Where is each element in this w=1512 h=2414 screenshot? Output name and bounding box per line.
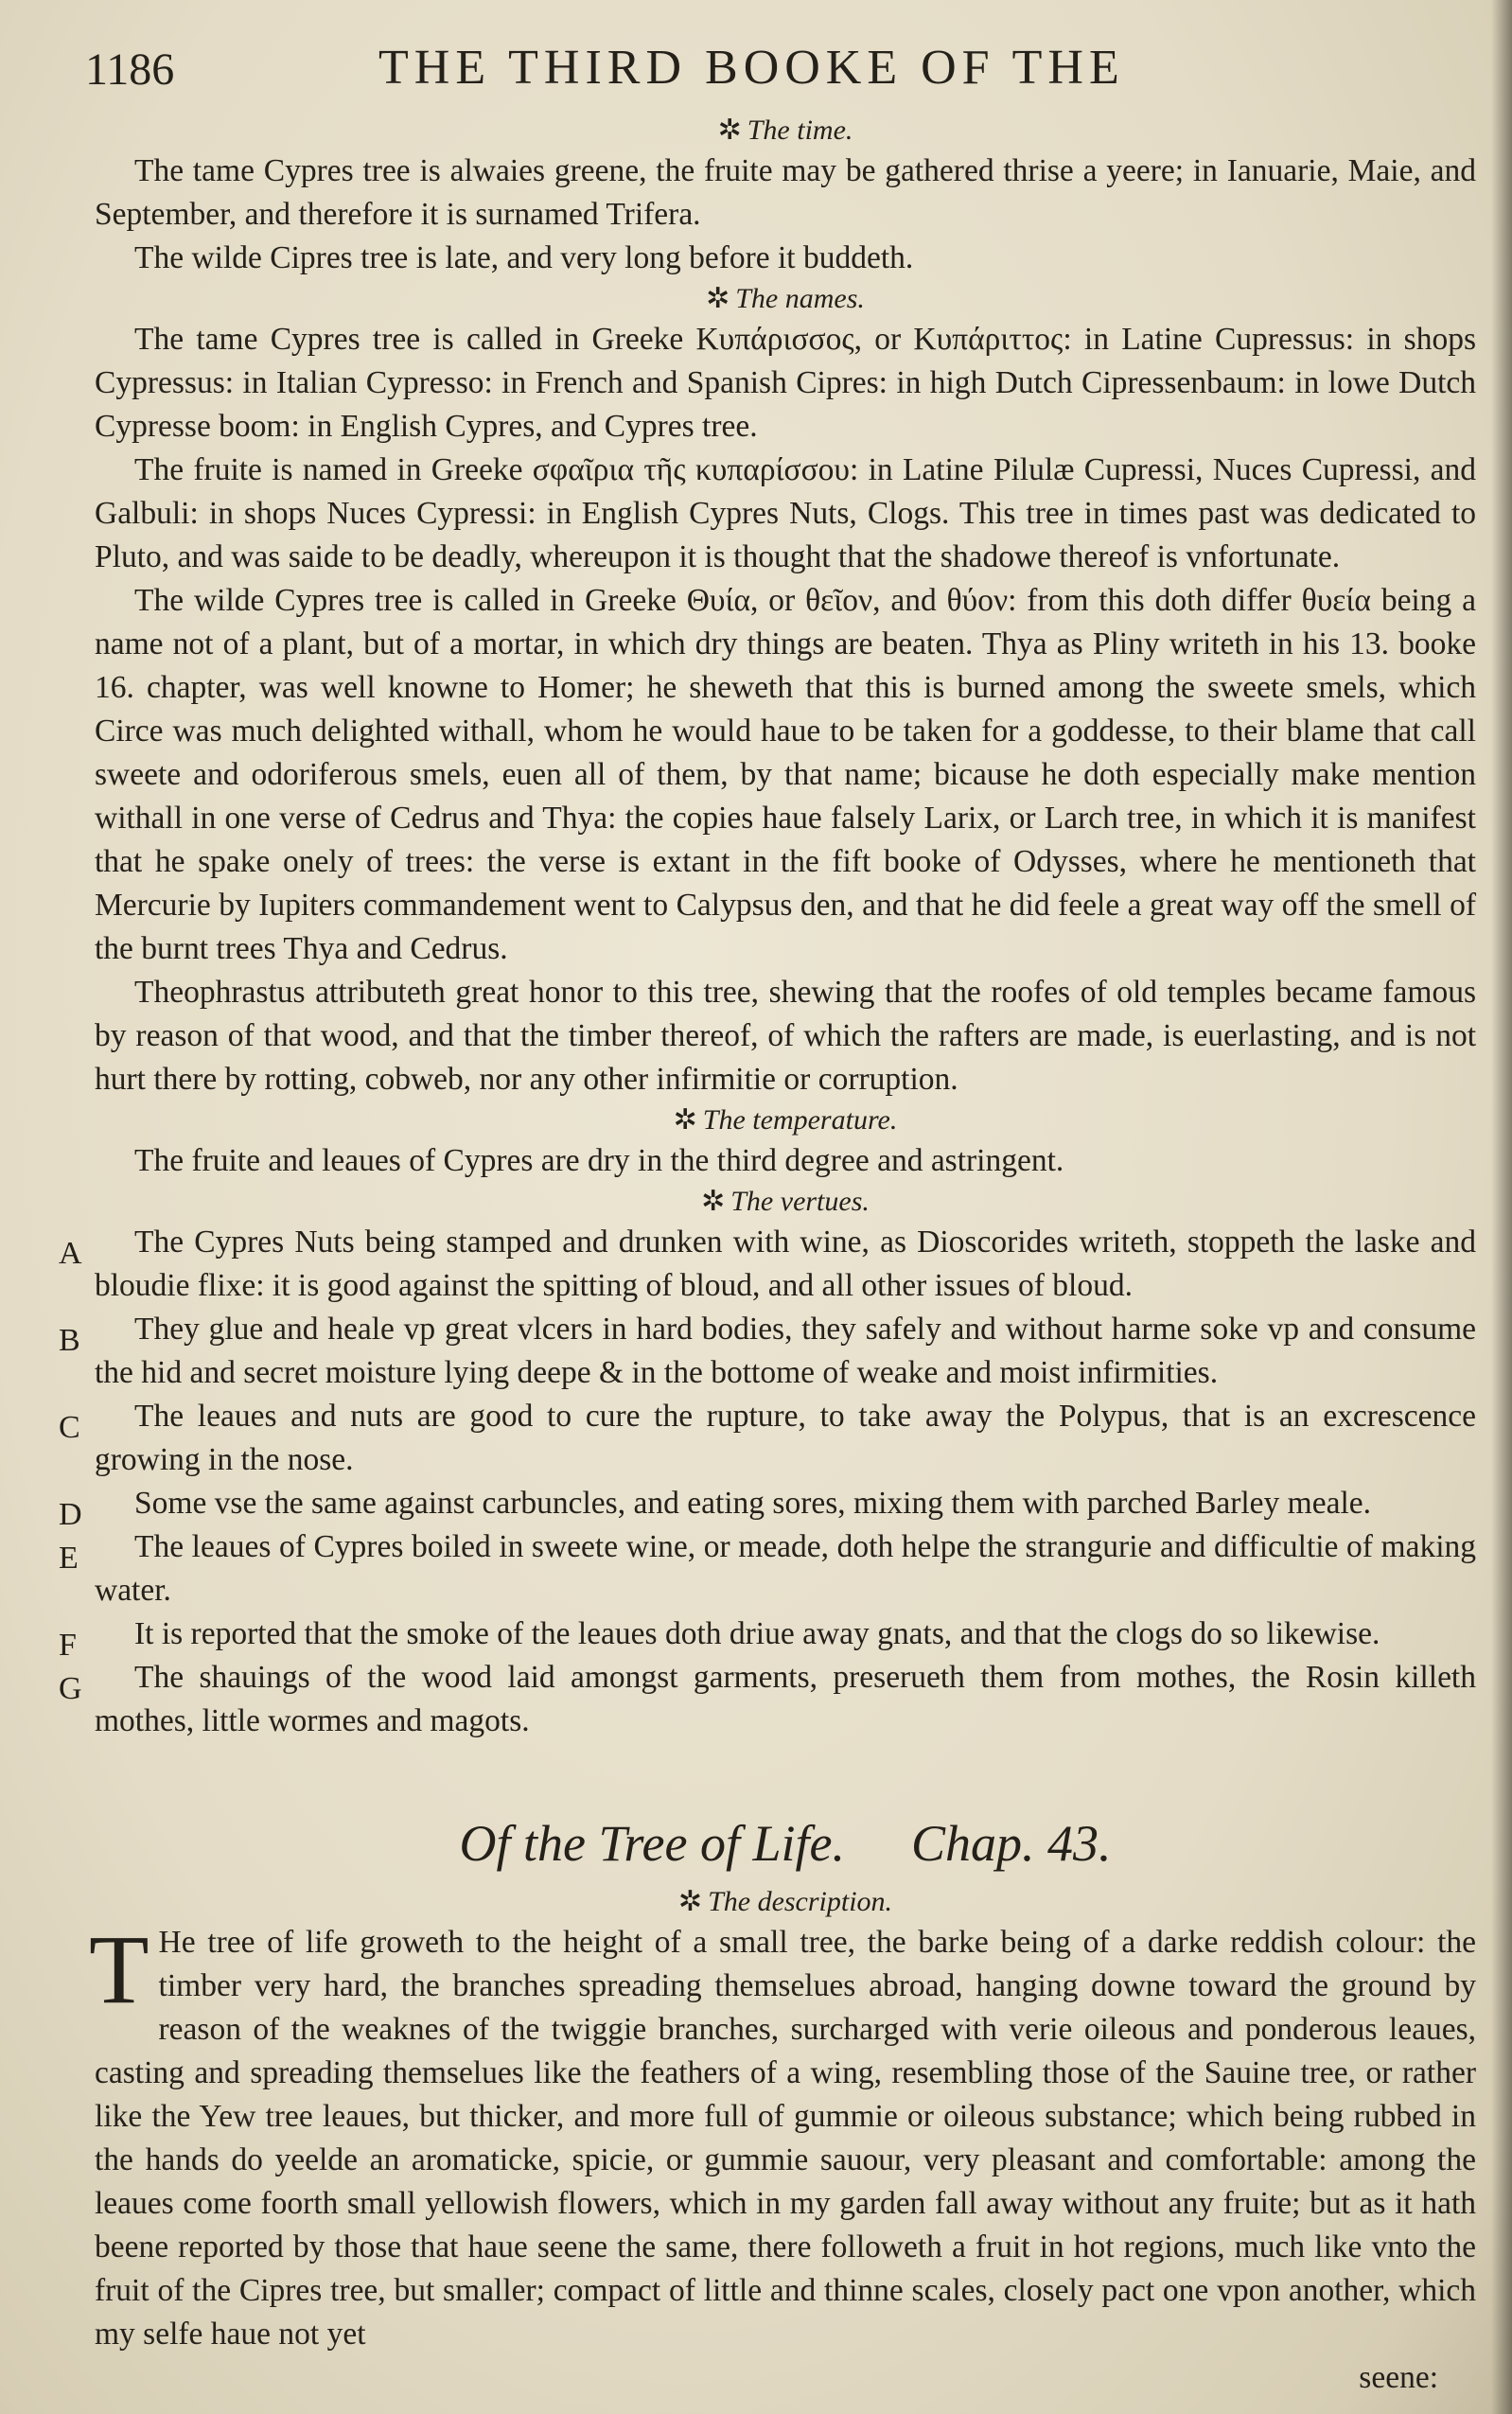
vertue-text: The leaues of Cypres boiled in sweete wine, or meade, doth helpe the strangurie and difficultie of making water. bbox=[95, 1529, 1476, 1608]
margin-letter: D bbox=[59, 1497, 82, 1532]
margin-letter: C bbox=[59, 1410, 80, 1445]
paragraph: The tame Cypres tree is called in Greeke Κυπάρισσος, or Κυπάριττος: in Latine Cupressus: in shops Cypressus: in Italian Cypresso: in French and Spanish Cipres: in high Dutch Cipressenbaum: in lowe Dutch Cypresse boom: in English Cypres, and Cypres tree. bbox=[95, 322, 1476, 444]
description-text: He tree of life groweth to the height of a small tree, the barke being of a darke reddish colour: the timber very hard, the branches spreading themselues abroad, hanging downe toward the ground by reason of the weaknes of the twiggie branches, surcharged with verie oileous and ponderous leaues, casting and spreading themselues like the feathers of a wing, resembling those of the Sauine tree, or rather like the Yew tree leaues, but thicker, and more full of gummie or oileous substance; which being rubbed in the hands do yeelde an aromaticke, spicie, or gummie sauour, very pleasant and comfortable: among the leaues come foorth small yellowish flowers, which in my garden fall away without any fruite; but as it hath beene reported by those that haue seene the same, there followeth a fruit in hot regions, much like vnto the fruit of the Cipres tree, but smaller; compact of little and thinne scales, closely pact one vpon another, which my selfe haue not yet bbox=[95, 1925, 1476, 2352]
vertue-text: Some vse the same against carbuncles, and eating sores, mixing them with parched Barley meale. bbox=[134, 1486, 1372, 1521]
page-header bbox=[0, 36, 1512, 102]
drop-cap: T bbox=[89, 1915, 149, 2024]
margin-letter: B bbox=[59, 1323, 80, 1358]
catchword: seene: bbox=[1359, 2360, 1438, 2395]
running-head: THE THIRD BOOKE OF THE bbox=[378, 41, 1125, 95]
section-heading-vertues: ✲ The vertues. bbox=[701, 1186, 870, 1217]
paragraph: Theophrastus attributeth great honor to this tree, shewing that the roofes of old temples became famous by reason of that wood, and that the timber thereof, of which the rafters are made, is euerlasting, and is not hurt there by rotting, cobweb, nor any other infirmitie or corruption. bbox=[95, 975, 1476, 1097]
vertue-item bbox=[59, 1395, 1476, 1482]
chapter-number: Chap. 43. bbox=[910, 1815, 1112, 1872]
paragraph: The tame Cypres tree is alwaies greene, the fruite may be gathered thrise a yeere; in Ianuarie, Maie, and September, and therefore it is surnamed Trifera. bbox=[95, 153, 1476, 232]
margin-letter: E bbox=[59, 1541, 79, 1576]
asterism-icon: ✲ bbox=[677, 1886, 703, 1917]
vertue-item bbox=[59, 1612, 1476, 1663]
vertue-item bbox=[59, 1308, 1476, 1395]
asterism-icon: ✲ bbox=[717, 115, 742, 146]
paragraph: The wilde Cypres tree is called in Greeke Θυία, or θεῖον, and θύον: from this doth differ θυεία being a name not of a plant, but of a mortar, in which dry things are beaten. Thya as Pliny writeth in his 13. booke 16. chapter, was well knowne to Homer; he sheweth that this is burned among the sweete smels, which Circe was much delighted withall, whom he would haue to be taken for a goddesse, to their blame that call sweete and odoriferous smels, euen all of them, by that name; bicause he doth especially make mention withall in one verse of Cedrus and Thya: the copies haue falsely Larix, or Larch tree, in which it is manifest that he spake onely of trees: the verse is extant in the fift booke of Odysses, where he mentioneth that Mercurie by Iupiters commandement went to Calypsus den, and that he did feele a great way off the smell of the burnt trees Thya and Cedrus. bbox=[95, 583, 1476, 966]
vertue-text: They glue and heale vp great vlcers in hard bodies, they safely and without harme soke vp and consume the hid and secret moisture lying deepe & in the bottome of weake and moist infirmities. bbox=[95, 1312, 1476, 1390]
section-heading-temperature: ✲ The temperature. bbox=[673, 1104, 898, 1136]
body-text bbox=[59, 112, 1476, 2400]
section-heading-description: ✲ The description. bbox=[677, 1886, 893, 1917]
margin-letter: A bbox=[59, 1236, 82, 1271]
margin-letter: F bbox=[59, 1628, 77, 1663]
vertue-text: The leaues and nuts are good to cure the rupture, to take away the Polypus, that is an excrescence growing in the nose. bbox=[95, 1399, 1476, 1477]
paragraph: The fruite is named in Greeke σφαῖρια τῆς κυπαρίσσου: in Latine Pilulæ Cupressi, Nuces Cupressi, and Galbuli: in shops Nuces Cypressi: in English Cypres Nuts, Clogs. This tree in times past was dedicated to Pluto, and was saide to be deadly, whereupon it is thought that the shadowe thereof is vnfortunate. bbox=[95, 452, 1476, 574]
vertue-item bbox=[59, 1221, 1476, 1308]
vertue-item bbox=[59, 1525, 1476, 1612]
vertue-item bbox=[59, 1656, 1476, 1743]
asterism-icon: ✲ bbox=[701, 1186, 726, 1217]
chapter-title bbox=[95, 1804, 1476, 1883]
section-heading-names: ✲ The names. bbox=[706, 283, 865, 314]
vertue-item bbox=[59, 1482, 1476, 1532]
asterism-icon: ✲ bbox=[673, 1104, 697, 1136]
page-gutter-shadow bbox=[1491, 0, 1512, 2414]
margin-letter: G bbox=[59, 1671, 82, 1706]
vertue-text: It is reported that the smoke of the leaues doth driue away gnats, and that the clogs do so likewise. bbox=[134, 1616, 1380, 1651]
description-paragraph bbox=[89, 1915, 1476, 2356]
paragraph: The wilde Cipres tree is late, and very long before it buddeth. bbox=[134, 240, 914, 275]
page-number: 1186 bbox=[85, 44, 175, 95]
chapter-name: Of the Tree of Life. bbox=[459, 1815, 845, 1872]
asterism-icon: ✲ bbox=[706, 283, 730, 314]
vertue-text: The shauings of the wood laid amongst garments, preserueth them from mothes, the Rosin killeth mothes, little wormes and magots. bbox=[95, 1660, 1476, 1738]
paragraph: The fruite and leaues of Cypres are dry in the third degree and astringent. bbox=[134, 1143, 1064, 1178]
section-heading-time: ✲ The time. bbox=[717, 115, 853, 146]
vertue-text: The Cypres Nuts being stamped and drunken with wine, as Dioscorides writeth, stoppeth the laske and bloudie flixe: it is good against the spitting of bloud, and all other issues of bloud. bbox=[95, 1225, 1476, 1303]
